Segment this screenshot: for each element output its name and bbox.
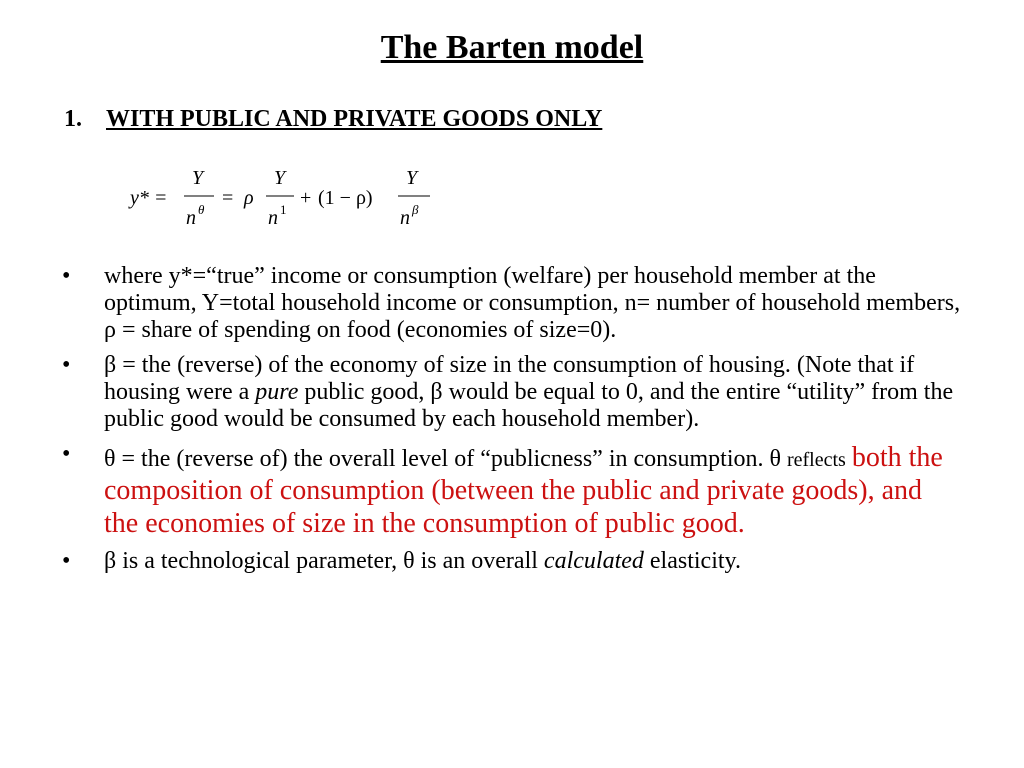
section-number: 1. [64,106,82,132]
formula-den2-base: n [268,207,278,229]
formula-paren-term: (1 − ρ) [318,187,373,209]
slide-title: The Barten model [380,29,644,66]
section-title: WITH PUBLIC AND PRIVATE GOODS ONLY [106,106,603,132]
bullet-text: where y*=“true” income or consumption (welfare) per household member at the optimum, Y=total household income or consumption, n= number of household members, ρ = share of spending on food (economies of size=0). [104,263,961,343]
bullet-text-part: elasticity. [643,548,741,574]
formula-num1: Y [192,167,204,189]
bullet-highlight-text: both the composition of consumption (between the public and private goods), and the economies of size in the consumption of public good [104,442,943,539]
formula-den3-base: n [400,207,410,229]
formula-plus: + [300,187,312,209]
formula-den3-exp: β [412,202,419,217]
bullet-icon: • [62,548,71,574]
formula-den1-base: n [186,207,196,229]
bullet-item-definitions [62,263,962,344]
section-heading [64,104,602,134]
formula-num2: Y [274,167,286,189]
formula-den2-exp: 1 [280,202,287,217]
bullet-text-part: β is a technological parameter, θ is an overall [104,548,544,574]
bullet-item-beta [62,352,962,433]
formula-den1-exp: θ [198,202,205,217]
bullet-icon: • [62,263,71,289]
bullet-text-part: θ = the (reverse of) the overall level of “publicness” in consumption. θ [104,446,787,472]
bullet-text-small: reflects [786,449,846,471]
bullet-highlight-end: . [737,508,745,539]
bullet-text-part: public good, β would be equal to 0, and the entire “utility” from the public good would be consumed by each household member). [104,379,954,432]
formula-svg [128,164,448,234]
formula-num3: Y [406,167,418,189]
bullet-emphasis: pure [255,379,299,405]
bullet-text-part: β = the (reverse) of the economy of size in the consumption of housing. (Note that if housing were a [104,352,915,405]
formula-lhs: y* = [130,187,168,209]
formula-rho: ρ [244,187,254,209]
bullet-item-theta [62,441,962,540]
formula-eq2: = [222,187,234,209]
bullet-icon: • [62,352,71,378]
bullet-item-parameters [62,548,962,575]
bullet-list [62,263,962,583]
barten-formula [128,164,448,234]
bullet-emphasis: calculated [543,548,644,574]
bullet-icon: • [62,441,71,467]
